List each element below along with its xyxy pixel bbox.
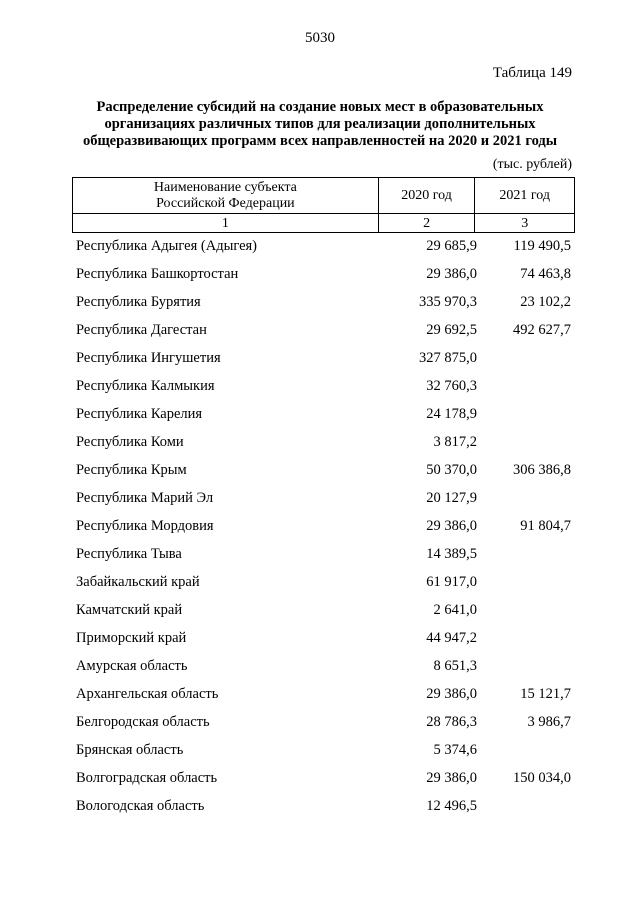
value-2021: 119 490,5 [513,238,571,254]
subject-name: Волгоградская область [76,770,218,786]
table-row [76,456,576,484]
header-num-1: 1 [73,214,379,233]
value-2021: 150 034,0 [513,770,571,786]
value-2020: 29 386,0 [426,770,477,786]
page-number: 5030 [305,30,335,46]
subject-name: Приморский край [76,630,187,646]
title-line-3: общеразвивающих программ всех направленностей на 2020 и 2021 годы [82,133,558,149]
value-2020: 12 496,5 [426,798,477,814]
value-2021: 15 121,7 [520,686,571,702]
value-2020: 2 641,0 [433,602,477,618]
value-2020: 29 386,0 [426,518,477,534]
value-2020: 24 178,9 [426,406,477,422]
table-row [76,372,576,400]
table-row [76,540,576,568]
table-body [76,232,576,820]
subject-name: Республика Калмыкия [76,378,215,394]
value-2020: 5 374,6 [433,742,477,758]
value-2020: 29 386,0 [426,686,477,702]
table-row [76,512,576,540]
value-2020: 29 386,0 [426,266,477,282]
table-row [76,624,576,652]
value-2020: 61 917,0 [426,574,477,590]
table-header [72,177,575,233]
table-row [76,316,576,344]
value-2021: 306 386,8 [513,462,571,478]
table-row [76,260,576,288]
header-subject-line-1: Наименование субъекта [153,179,297,195]
value-2021: 492 627,7 [513,322,571,338]
table-row [76,344,576,372]
subject-name: Республика Марий Эл [76,490,214,506]
header-num-3: 3 [475,214,575,233]
table-label: Таблица 149 [492,65,572,81]
value-2021: 23 102,2 [520,294,571,310]
table-row [76,288,576,316]
value-2020: 335 970,3 [419,294,477,310]
table-row [76,596,576,624]
table-row [76,428,576,456]
value-2021: 3 986,7 [527,714,571,730]
value-2020: 29 692,5 [426,322,477,338]
title-line-1: Распределение субсидий на создание новых мест в образовательных [96,99,544,115]
subject-name: Архангельская область [76,686,219,702]
subject-name: Камчатский край [76,602,183,618]
table-row [76,680,576,708]
table-row [76,232,576,260]
value-2020: 44 947,2 [426,630,477,646]
header-subject [73,178,379,214]
table-row [76,652,576,680]
value-2020: 32 760,3 [426,378,477,394]
value-2020: 3 817,2 [433,434,477,450]
subject-name: Брянская область [76,742,184,758]
subject-name: Белгородская область [76,714,210,730]
subject-name: Республика Башкортостан [76,266,239,282]
subject-name: Республика Дагестан [76,322,207,338]
subject-name: Республика Карелия [76,406,203,422]
value-2020: 28 786,3 [426,714,477,730]
table-row [76,708,576,736]
subject-name: Республика Тыва [76,546,182,562]
subject-name: Республика Мордовия [76,518,214,534]
value-2020: 327 875,0 [419,350,477,366]
value-2020: 14 389,5 [426,546,477,562]
header-2020: 2020 год [378,178,475,214]
subject-name: Вологодская область [76,798,205,814]
value-2020: 29 685,9 [426,238,477,254]
value-2021: 74 463,8 [520,266,571,282]
table-row [76,764,576,792]
value-2020: 8 651,3 [433,658,477,674]
table-row [76,484,576,512]
unit-label: (тыс. рублей) [492,157,572,172]
table-row [76,736,576,764]
value-2020: 50 370,0 [426,462,477,478]
subject-name: Республика Крым [76,462,187,478]
value-2021: 91 804,7 [520,518,571,534]
value-2020: 20 127,9 [426,490,477,506]
subject-name: Амурская область [76,658,188,674]
table-row [76,792,576,820]
table-row [76,568,576,596]
header-subject-line-2: Российской Федерации [156,195,295,211]
subject-name: Республика Адыгея (Адыгея) [76,238,258,254]
subject-name: Республика Ингушетия [76,350,221,366]
subject-name: Республика Бурятия [76,294,201,310]
header-2021: 2021 год [475,178,575,214]
table-title [60,99,580,150]
subject-name: Республика Коми [76,434,184,450]
subject-name: Забайкальский край [76,574,200,590]
title-line-2: организациях различных типов для реализации дополнительных [104,116,536,132]
header-num-2: 2 [378,214,475,233]
table-row [76,400,576,428]
